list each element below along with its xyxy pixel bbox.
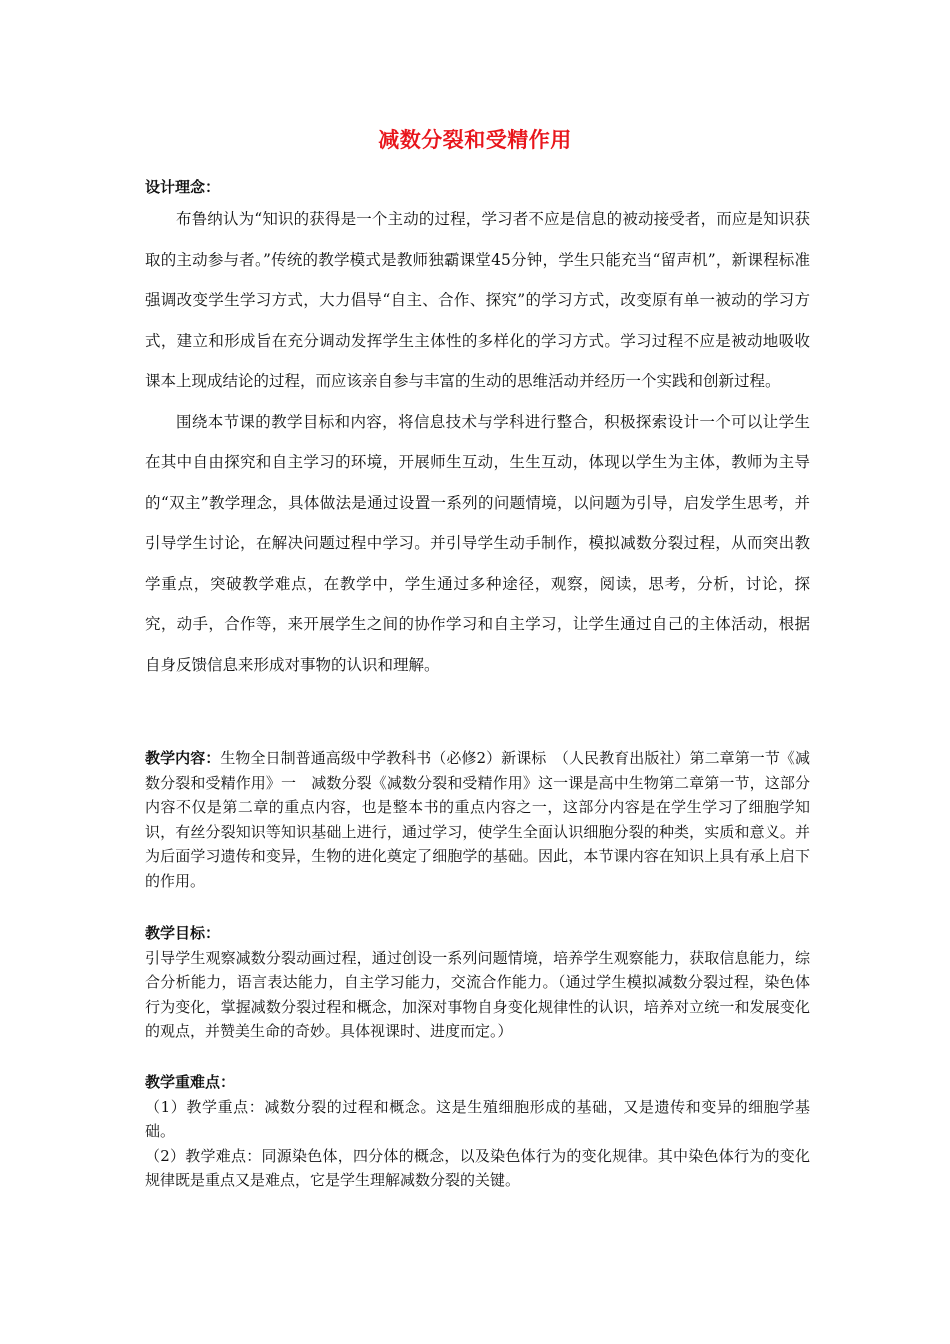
design-section [145,176,810,685]
content-heading: 教学内容： [145,749,221,767]
goals-text: 引导学生观察减数分裂动画过程，通过创设一系列问题情境，培养学生观察能力，获取信息能力，综合分析能力，语言表达能力，自主学习能力，交流合作能力。（通过学生模拟减数分裂过程，染色体行为变化，掌握减数分裂过程和概念，加深对事物自身变化规律性的认识，培养对立统一和发展变化的观点，并赞美生命的奇妙。具体视课时、进度而定。） [145,948,810,1040]
keypoints-heading: 教学重难点： [145,1073,236,1091]
keypoints-section [145,1070,810,1193]
design-paragraph: 布鲁纳认为“知识的获得是一个主动的过程，学习者不应是信息的被动接受者，而应是知识获取的主动参与者。”传统的教学模式是教师独霸课堂45分钟，学生只能充当“留声机”，新课程标准强调改变学生学习方式，大力倡导“自主、合作、探究”的学习方式，改变原有单一被动的学习方式，建立和形成旨在充分调动发挥学生主体性的多样化的学习方式。学习过程不应是被动地吸收课本上现成结论的过程，而应该亲自参与丰富的生动的思维活动并经历一个实践和创新过程。 [145,210,810,390]
design-heading: 设计理念： [145,178,221,196]
goals-heading: 教学目标： [145,924,221,942]
goals-section [145,921,810,1044]
content-section [145,746,810,893]
keypoint-item: （2）教学难点：同源染色体，四分体的概念，以及染色体行为的变化规律。其中染色体行为的变化规律既是重点又是难点，它是学生理解减数分裂的关键。 [145,1146,810,1189]
content-text: 生物全日制普通高级中学教科书（必修2）新课标 （人民教育出版社）第二章第一节《减数分裂和受精作用》一 减数分裂《减数分裂和受精作用》这一课是高中生物第二章第一节，这部分内容不仅是第二章的重点内容，也是整本书的重点内容之一，这部分内容是在学生学习了细胞学知识，有丝分裂知识等知识基础上进行，通过学习，使学生全面认识细胞分裂的种类，实质和意义。并为后面学习遗传和变异，生物的进化奠定了细胞学的基础。因此，本节课内容在知识上具有承上启下的作用。 [145,749,810,890]
keypoint-item: （1）教学重点：减数分裂的过程和概念。这是生殖细胞形成的基础，又是遗传和变异的细胞学基础。 [145,1097,810,1140]
document-title: 减数分裂和受精作用 [378,127,572,152]
design-body [145,199,810,685]
design-paragraph: 围绕本节课的教学目标和内容，将信息技术与学科进行整合，积极探索设计一个可以让学生在其中自由探究和自主学习的环境，开展师生互动，生生互动，体现以学生为主体，教师为主导的“双主”教学理念，具体做法是通过设置一系列的问题情境，以问题为引导，启发学生思考，并引导学生讨论，在解决问题过程中学习。并引导学生动手制作，模拟减数分裂过程，从而突出教学重点，突破教学难点，在教学中，学生通过多种途径，观察，阅读，思考，分析，讨论，探究，动手，合作等，来开展学生之间的协作学习和自主学习，让学生通过自己的主体活动，根据自身反馈信息来形成对事物的认识和理解。 [145,412,810,674]
